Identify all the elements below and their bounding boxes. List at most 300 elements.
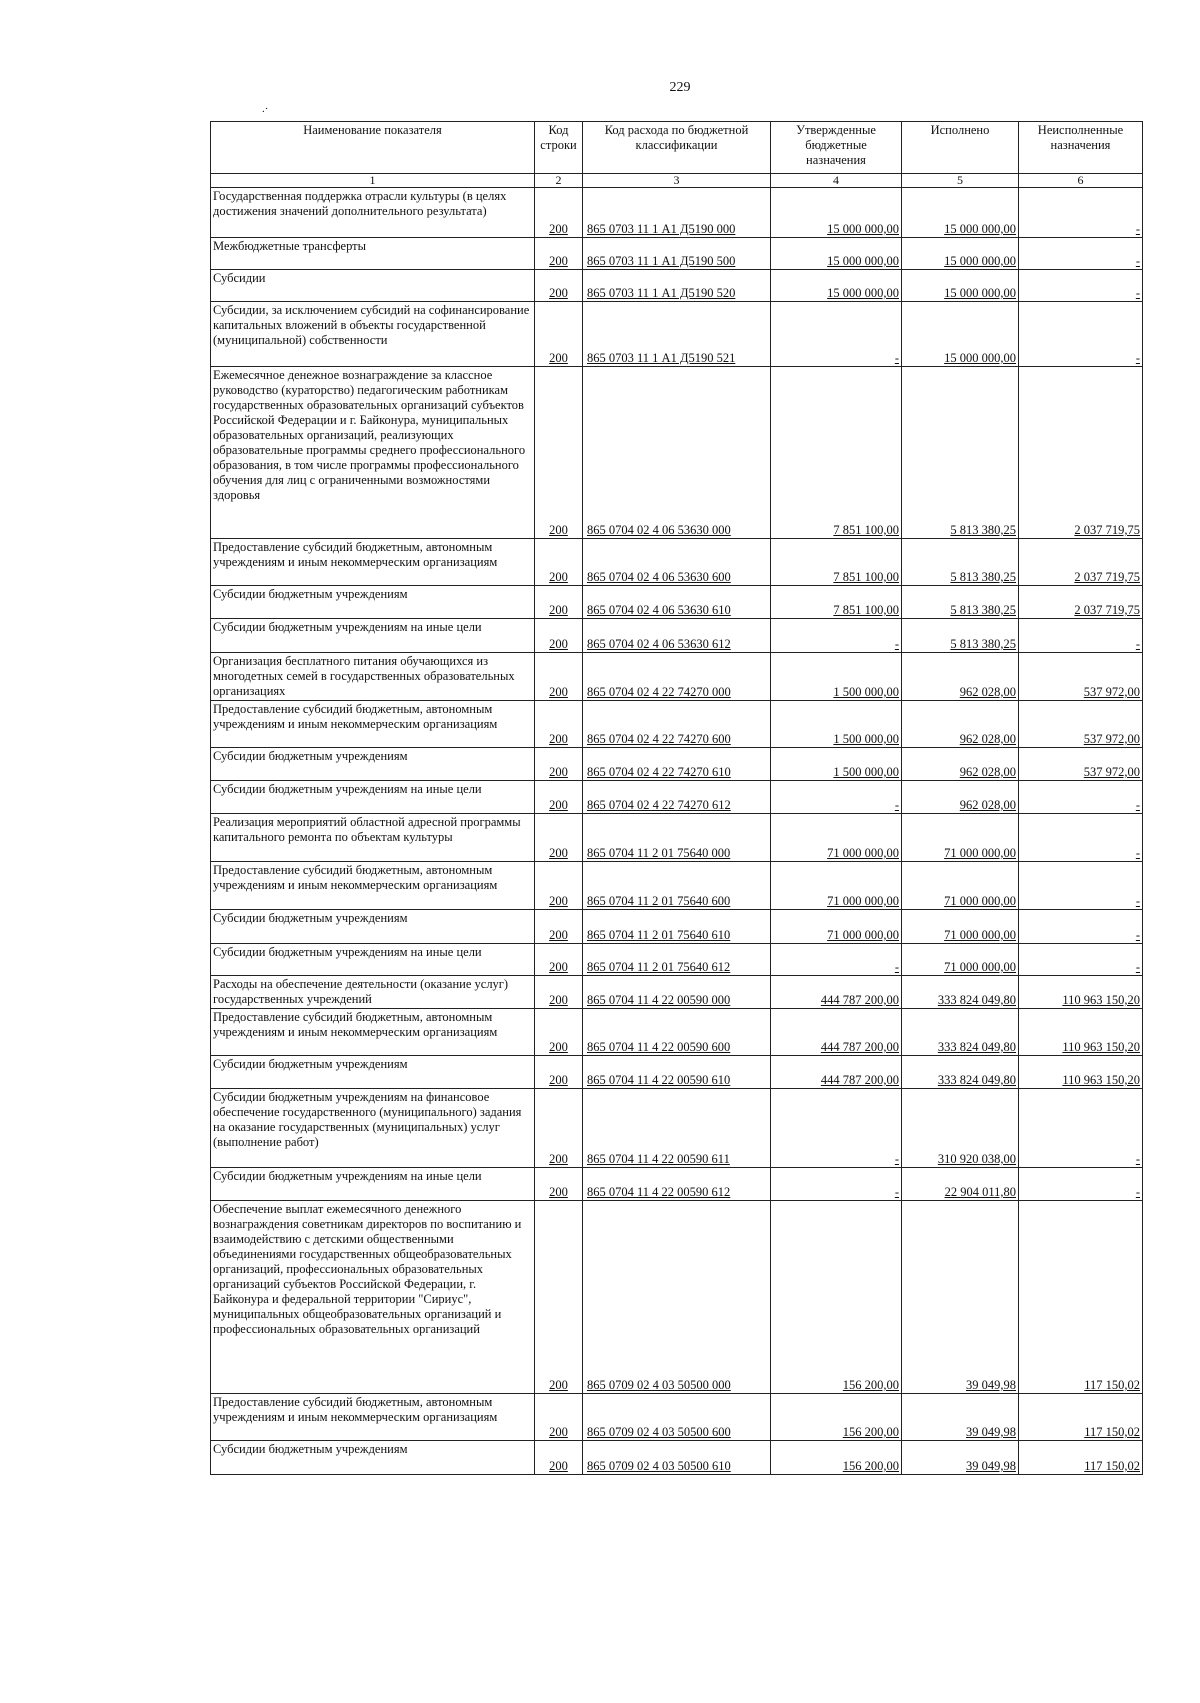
row-executed-value: 71 000 000,00 [944, 960, 1016, 974]
row-code-value: 200 [549, 993, 568, 1007]
row-code-value: 200 [549, 1152, 568, 1166]
row-name: Субсидии, за исключением субсидий на софинансирование капитальных вложений в объекты государственной (муниципальной) собственности [211, 302, 535, 367]
row-name: Организация бесплатного питания обучающихся из многодетных семей в государственных образовательных организациях [211, 653, 535, 701]
row-approved [771, 976, 902, 1009]
row-unexecuted [1019, 1441, 1143, 1475]
row-code [535, 238, 583, 270]
row-budget-code [583, 1441, 771, 1475]
table-row [211, 586, 1143, 619]
row-unexecuted [1019, 302, 1143, 367]
row-name: Субсидии бюджетным учреждениям [211, 910, 535, 944]
row-budget-code-value: 865 0709 02 4 03 50500 000 [587, 1378, 731, 1392]
header-indicator-name: Наименование показателя [211, 122, 535, 174]
row-executed [902, 976, 1019, 1009]
header-budget-code: Код расхода по бюджетной классификации [583, 122, 771, 174]
table-row [211, 653, 1143, 701]
row-unexecuted-value: - [1135, 894, 1140, 908]
row-approved-value: 15 000 000,00 [827, 222, 899, 236]
row-approved-value: 7 851 100,00 [833, 523, 899, 537]
row-budget-code-value: 865 0704 02 4 22 74270 600 [587, 732, 731, 746]
row-budget-code [583, 270, 771, 302]
row-unexecuted-value: 117 150,02 [1084, 1425, 1140, 1439]
row-approved [771, 781, 902, 814]
row-code [535, 367, 583, 539]
row-approved-value: - [894, 1152, 899, 1166]
row-executed-value: 5 813 380,25 [950, 603, 1016, 617]
row-approved [771, 1441, 902, 1475]
row-executed [902, 1201, 1019, 1394]
row-approved-value: 1 500 000,00 [833, 685, 899, 699]
row-name: Государственная поддержка отрасли культуры (в целях достижения значений дополнительного результата) [211, 188, 535, 238]
row-executed [902, 188, 1019, 238]
row-code-value: 200 [549, 798, 568, 812]
row-budget-code [583, 238, 771, 270]
row-unexecuted-value: - [1135, 798, 1140, 812]
row-code-value: 200 [549, 570, 568, 584]
row-approved-value: 156 200,00 [842, 1425, 899, 1439]
row-approved [771, 302, 902, 367]
row-approved-value: 1 500 000,00 [833, 732, 899, 746]
row-approved-value: 15 000 000,00 [827, 286, 899, 300]
header-num-4: 4 [771, 174, 902, 188]
row-approved-value: 7 851 100,00 [833, 570, 899, 584]
row-unexecuted [1019, 814, 1143, 862]
table-row [211, 302, 1143, 367]
row-unexecuted [1019, 1168, 1143, 1201]
row-budget-code [583, 1168, 771, 1201]
row-name: Ежемесячное денежное вознаграждение за классное руководство (кураторство) педагогическим работникам государственных образовательных организаций субъектов Российской Федерации и г. Байконура, муниципальных образовательных организаций, реализующих образовательные программы среднего профессионального образования, в том числе программы профессионального обучения для лиц с ограниченными возможностями здоровья [211, 367, 535, 539]
row-approved [771, 1056, 902, 1089]
row-executed [902, 238, 1019, 270]
row-unexecuted [1019, 539, 1143, 586]
row-unexecuted [1019, 188, 1143, 238]
row-code-value: 200 [549, 685, 568, 699]
row-executed [902, 653, 1019, 701]
row-code [535, 1056, 583, 1089]
row-budget-code-value: 865 0704 11 2 01 75640 600 [587, 894, 731, 908]
row-code-value: 200 [549, 1073, 568, 1087]
row-executed [902, 367, 1019, 539]
row-unexecuted [1019, 586, 1143, 619]
row-unexecuted-value: 2 037 719,75 [1074, 523, 1140, 537]
row-approved-value: - [894, 637, 899, 651]
row-name: Субсидии бюджетным учреждениям на иные цели [211, 1168, 535, 1201]
page-number: 229 [669, 80, 691, 95]
row-unexecuted-value: - [1135, 637, 1140, 651]
row-name: Субсидии бюджетным учреждениям на иные цели [211, 619, 535, 653]
row-name: Предоставление субсидий бюджетным, автономным учреждениям и иным некоммерческим организациям [211, 701, 535, 748]
row-approved [771, 188, 902, 238]
row-code [535, 302, 583, 367]
header-num-3: 3 [583, 174, 771, 188]
row-budget-code [583, 976, 771, 1009]
row-unexecuted [1019, 701, 1143, 748]
row-code [535, 781, 583, 814]
row-code [535, 944, 583, 976]
row-code [535, 1394, 583, 1441]
row-code [535, 910, 583, 944]
row-executed [902, 781, 1019, 814]
row-executed [902, 1089, 1019, 1168]
row-executed-value: 962 028,00 [959, 798, 1016, 812]
row-code [535, 1168, 583, 1201]
table-row [211, 976, 1143, 1009]
row-name: Субсидии [211, 270, 535, 302]
row-approved-value: - [894, 1185, 899, 1199]
row-budget-code-value: 865 0703 11 1 А1 Д5190 000 [587, 222, 736, 236]
row-unexecuted-value: - [1135, 960, 1140, 974]
row-budget-code-value: 865 0704 11 4 22 00590 612 [587, 1185, 731, 1199]
row-executed-value: 15 000 000,00 [944, 254, 1016, 268]
row-unexecuted-value: 537 972,00 [1083, 685, 1140, 699]
row-code-value: 200 [549, 351, 568, 365]
row-approved [771, 653, 902, 701]
row-code-value: 200 [549, 894, 568, 908]
row-approved [771, 238, 902, 270]
header-num-2: 2 [535, 174, 583, 188]
row-name: Субсидии бюджетным учреждениям на финансовое обеспечение государственного (муниципального) задания на оказание государственных (муниципальных) услуг (выполнение работ) [211, 1089, 535, 1168]
table-row [211, 701, 1143, 748]
row-approved-value: 7 851 100,00 [833, 603, 899, 617]
row-approved-value: 444 787 200,00 [820, 1073, 899, 1087]
row-executed-value: 15 000 000,00 [944, 222, 1016, 236]
row-unexecuted-value: - [1135, 1152, 1140, 1166]
row-code [535, 701, 583, 748]
row-unexecuted-value: - [1135, 286, 1140, 300]
table-body [211, 188, 1143, 1475]
row-unexecuted-value: 110 963 150,20 [1062, 1040, 1140, 1054]
header-unexecuted: Неисполненные назначения [1019, 122, 1143, 174]
row-code-value: 200 [549, 637, 568, 651]
row-unexecuted [1019, 944, 1143, 976]
row-unexecuted [1019, 781, 1143, 814]
table-row [211, 944, 1143, 976]
row-budget-code-value: 865 0704 11 4 22 00590 610 [587, 1073, 731, 1087]
row-approved-value: 444 787 200,00 [820, 1040, 899, 1054]
row-executed-value: 39 049,98 [966, 1378, 1016, 1392]
row-executed-value: 22 904 011,80 [944, 1185, 1016, 1199]
row-code-value: 200 [549, 254, 568, 268]
row-approved-value: 156 200,00 [842, 1378, 899, 1392]
row-approved [771, 862, 902, 910]
row-budget-code [583, 944, 771, 976]
table-row [211, 1201, 1143, 1394]
row-unexecuted [1019, 367, 1143, 539]
row-executed-value: 310 920 038,00 [937, 1152, 1016, 1166]
row-code [535, 1441, 583, 1475]
row-executed [902, 1009, 1019, 1056]
row-executed [902, 1168, 1019, 1201]
row-unexecuted-value: - [1135, 351, 1140, 365]
row-approved [771, 701, 902, 748]
row-name: Субсидии бюджетным учреждениям [211, 748, 535, 781]
table-row [211, 238, 1143, 270]
row-approved-value: 15 000 000,00 [827, 254, 899, 268]
row-unexecuted-value: - [1135, 222, 1140, 236]
row-executed-value: 962 028,00 [959, 732, 1016, 746]
row-unexecuted-value: - [1135, 254, 1140, 268]
table-row [211, 748, 1143, 781]
row-code [535, 976, 583, 1009]
row-unexecuted [1019, 976, 1143, 1009]
row-executed-value: 39 049,98 [966, 1459, 1016, 1473]
row-code-value: 200 [549, 928, 568, 942]
row-budget-code [583, 188, 771, 238]
row-executed-value: 15 000 000,00 [944, 286, 1016, 300]
row-code-value: 200 [549, 523, 568, 537]
row-code [535, 1089, 583, 1168]
row-unexecuted-value: 110 963 150,20 [1062, 1073, 1140, 1087]
row-code [535, 1009, 583, 1056]
row-name: Предоставление субсидий бюджетным, автономным учреждениям и иным некоммерческим организациям [211, 862, 535, 910]
row-unexecuted-value: - [1135, 928, 1140, 942]
row-approved [771, 1201, 902, 1394]
row-budget-code-value: 865 0709 02 4 03 50500 610 [587, 1459, 731, 1473]
row-executed [902, 701, 1019, 748]
row-unexecuted-value: 110 963 150,20 [1062, 993, 1140, 1007]
row-executed-value: 71 000 000,00 [944, 894, 1016, 908]
row-approved-value: - [894, 351, 899, 365]
row-approved-value: - [894, 960, 899, 974]
row-code [535, 653, 583, 701]
table-row [211, 367, 1143, 539]
row-code-value: 200 [549, 846, 568, 860]
row-budget-code-value: 865 0704 11 4 22 00590 000 [587, 993, 731, 1007]
row-approved-value: 444 787 200,00 [820, 993, 899, 1007]
row-name: Субсидии бюджетным учреждениям [211, 586, 535, 619]
row-code [535, 270, 583, 302]
row-budget-code [583, 302, 771, 367]
row-budget-code [583, 1201, 771, 1394]
row-unexecuted [1019, 1089, 1143, 1168]
row-approved [771, 944, 902, 976]
row-budget-code [583, 653, 771, 701]
row-code [535, 188, 583, 238]
table-row [211, 910, 1143, 944]
header-num-5: 5 [902, 174, 1019, 188]
row-executed [902, 619, 1019, 653]
row-budget-code [583, 862, 771, 910]
row-code-value: 200 [549, 1425, 568, 1439]
row-name: Субсидии бюджетным учреждениям на иные цели [211, 944, 535, 976]
row-budget-code [583, 701, 771, 748]
row-executed [902, 302, 1019, 367]
row-approved [771, 1394, 902, 1441]
row-approved-value: 1 500 000,00 [833, 765, 899, 779]
row-budget-code [583, 586, 771, 619]
row-unexecuted-value: - [1135, 846, 1140, 860]
row-executed-value: 15 000 000,00 [944, 351, 1016, 365]
row-budget-code [583, 1056, 771, 1089]
row-approved [771, 910, 902, 944]
row-executed-value: 71 000 000,00 [944, 846, 1016, 860]
row-executed-value: 5 813 380,25 [950, 637, 1016, 651]
table-row [211, 270, 1143, 302]
header-approved: Утвержденные бюджетные назначения [771, 122, 902, 174]
row-executed-value: 333 824 049,80 [937, 1073, 1016, 1087]
row-unexecuted [1019, 1009, 1143, 1056]
row-code [535, 1201, 583, 1394]
header-num-6: 6 [1019, 174, 1143, 188]
row-executed [902, 862, 1019, 910]
row-approved [771, 586, 902, 619]
row-approved-value: 71 000 000,00 [827, 846, 899, 860]
row-code [535, 814, 583, 862]
row-budget-code-value: 865 0703 11 1 А1 Д5190 520 [587, 286, 736, 300]
row-unexecuted-value: 537 972,00 [1083, 765, 1140, 779]
row-executed [902, 270, 1019, 302]
row-approved-value: 156 200,00 [842, 1459, 899, 1473]
row-budget-code-value: 865 0704 11 4 22 00590 611 [587, 1152, 730, 1166]
row-approved [771, 748, 902, 781]
row-code-value: 200 [549, 286, 568, 300]
row-unexecuted [1019, 1056, 1143, 1089]
row-budget-code-value: 865 0704 02 4 06 53630 000 [587, 523, 731, 537]
budget-execution-table [210, 121, 1143, 1475]
row-approved [771, 619, 902, 653]
row-budget-code [583, 781, 771, 814]
table-row [211, 539, 1143, 586]
row-budget-code-value: 865 0704 02 4 06 53630 600 [587, 570, 731, 584]
row-unexecuted [1019, 238, 1143, 270]
row-code-value: 200 [549, 1459, 568, 1473]
row-executed-value: 962 028,00 [959, 765, 1016, 779]
row-executed-value: 333 824 049,80 [937, 993, 1016, 1007]
row-budget-code-value: 865 0704 11 4 22 00590 600 [587, 1040, 731, 1054]
row-budget-code [583, 1394, 771, 1441]
row-code [535, 862, 583, 910]
row-code [535, 539, 583, 586]
row-name: Межбюджетные трансферты [211, 238, 535, 270]
header-num-1: 1 [211, 174, 535, 188]
row-unexecuted [1019, 1394, 1143, 1441]
table-row [211, 1056, 1143, 1089]
row-unexecuted [1019, 910, 1143, 944]
row-executed [902, 814, 1019, 862]
row-code-value: 200 [549, 603, 568, 617]
row-budget-code-value: 865 0704 02 4 06 53630 612 [587, 637, 731, 651]
table-row [211, 1168, 1143, 1201]
row-budget-code [583, 367, 771, 539]
row-approved [771, 1168, 902, 1201]
row-unexecuted [1019, 653, 1143, 701]
row-approved [771, 270, 902, 302]
row-unexecuted [1019, 1201, 1143, 1394]
row-budget-code-value: 865 0704 11 2 01 75640 612 [587, 960, 731, 974]
table-row [211, 862, 1143, 910]
row-code-value: 200 [549, 1378, 568, 1392]
row-approved-value: 71 000 000,00 [827, 894, 899, 908]
row-executed [902, 586, 1019, 619]
scan-mark: .· [262, 103, 269, 115]
row-budget-code-value: 865 0704 11 2 01 75640 610 [587, 928, 731, 942]
row-budget-code-value: 865 0704 02 4 22 74270 612 [587, 798, 731, 812]
row-budget-code [583, 619, 771, 653]
row-code-value: 200 [549, 1040, 568, 1054]
row-code-value: 200 [549, 222, 568, 236]
row-budget-code [583, 910, 771, 944]
row-name: Реализация мероприятий областной адресной программы капитального ремонта по объектам культуры [211, 814, 535, 862]
row-code [535, 619, 583, 653]
row-unexecuted-value: 117 150,02 [1084, 1459, 1140, 1473]
table-row [211, 814, 1143, 862]
header-executed: Исполнено [902, 122, 1019, 174]
row-budget-code-value: 865 0703 11 1 А1 Д5190 521 [587, 351, 736, 365]
row-unexecuted [1019, 748, 1143, 781]
row-budget-code-value: 865 0703 11 1 А1 Д5190 500 [587, 254, 736, 268]
row-approved-value: - [894, 798, 899, 812]
row-budget-code-value: 865 0704 02 4 06 53630 610 [587, 603, 731, 617]
row-budget-code [583, 814, 771, 862]
row-executed-value: 39 049,98 [966, 1425, 1016, 1439]
header-row-code: Код строки [535, 122, 583, 174]
row-executed-value: 5 813 380,25 [950, 570, 1016, 584]
row-unexecuted-value: 2 037 719,75 [1074, 603, 1140, 617]
row-code-value: 200 [549, 765, 568, 779]
row-code-value: 200 [549, 960, 568, 974]
row-executed [902, 1441, 1019, 1475]
row-executed [902, 910, 1019, 944]
row-budget-code-value: 865 0704 11 2 01 75640 000 [587, 846, 731, 860]
table-row [211, 619, 1143, 653]
row-executed [902, 1056, 1019, 1089]
row-unexecuted [1019, 270, 1143, 302]
row-code-value: 200 [549, 732, 568, 746]
row-approved [771, 814, 902, 862]
row-name: Обеспечение выплат ежемесячного денежного вознаграждения советникам директоров по воспитанию и взаимодействию с детскими общественными объединениями государственных общеобразовательных организаций, профессиональных образовательных организаций субъектов Российской Федерации, г. Байконура и федеральной территории "Сириус", муниципальных общеобразовательных организаций и профессиональных образовательных организаций [211, 1201, 535, 1394]
row-name: Предоставление субсидий бюджетным, автономным учреждениям и иным некоммерческим организациям [211, 1394, 535, 1441]
row-budget-code-value: 865 0709 02 4 03 50500 600 [587, 1425, 731, 1439]
row-budget-code [583, 748, 771, 781]
row-name: Субсидии бюджетным учреждениям [211, 1056, 535, 1089]
row-executed-value: 962 028,00 [959, 685, 1016, 699]
row-executed-value: 5 813 380,25 [950, 523, 1016, 537]
row-approved [771, 539, 902, 586]
row-code-value: 200 [549, 1185, 568, 1199]
row-budget-code-value: 865 0704 02 4 22 74270 000 [587, 685, 731, 699]
row-name: Субсидии бюджетным учреждениям [211, 1441, 535, 1475]
row-approved [771, 367, 902, 539]
row-executed [902, 944, 1019, 976]
row-name: Субсидии бюджетным учреждениям на иные цели [211, 781, 535, 814]
row-unexecuted-value: 117 150,02 [1084, 1378, 1140, 1392]
row-budget-code-value: 865 0704 02 4 22 74270 610 [587, 765, 731, 779]
row-executed-value: 71 000 000,00 [944, 928, 1016, 942]
row-unexecuted [1019, 619, 1143, 653]
row-unexecuted-value: - [1135, 1185, 1140, 1199]
table-row [211, 781, 1143, 814]
row-approved [771, 1009, 902, 1056]
row-unexecuted-value: 537 972,00 [1083, 732, 1140, 746]
table-row [211, 1009, 1143, 1056]
row-executed-value: 333 824 049,80 [937, 1040, 1016, 1054]
row-name: Расходы на обеспечение деятельности (оказание услуг) государственных учреждений [211, 976, 535, 1009]
row-budget-code [583, 539, 771, 586]
row-executed [902, 1394, 1019, 1441]
table-row [211, 1089, 1143, 1168]
row-unexecuted [1019, 862, 1143, 910]
row-name: Предоставление субсидий бюджетным, автономным учреждениям и иным некоммерческим организациям [211, 539, 535, 586]
row-executed [902, 539, 1019, 586]
row-unexecuted-value: 2 037 719,75 [1074, 570, 1140, 584]
table-row [211, 188, 1143, 238]
row-budget-code [583, 1009, 771, 1056]
row-code [535, 586, 583, 619]
table-row [211, 1394, 1143, 1441]
row-code [535, 748, 583, 781]
row-name: Предоставление субсидий бюджетным, автономным учреждениям и иным некоммерческим организациям [211, 1009, 535, 1056]
row-approved-value: 71 000 000,00 [827, 928, 899, 942]
